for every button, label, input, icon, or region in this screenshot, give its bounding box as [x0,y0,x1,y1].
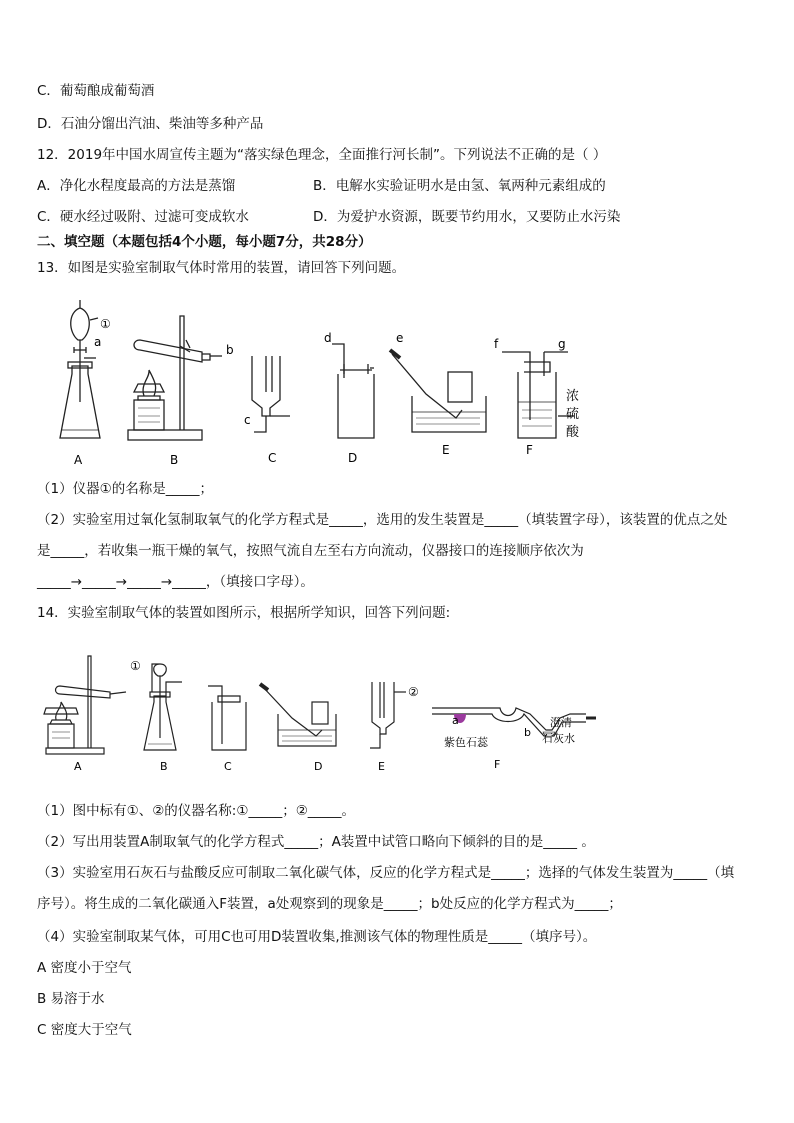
q13-label-f: f [494,337,499,351]
q14-label-circle2: ② [408,685,419,699]
q13-label-C: C [268,451,277,464]
q12-option-d: D．为爱护水资源，既要节约用水，又要防止水污染 [313,209,621,225]
q12-option-a: A．净化水程度最高的方法是蒸馏 [37,178,236,194]
q14-option-b: B 易溶于水 [37,991,105,1007]
q14-label-D: D [314,760,323,773]
q12-stem: 12．2019年中国水周宣传主题为“落实绿色理念，全面推行河长制”。下列说法不正确的是（ ） [37,147,607,163]
q14-label-lime1: 澄清 [550,716,572,729]
q13-part1: （1）仪器①的名称是_____； [37,481,213,497]
q14-stem: 14．实验室制取气体的装置如图所示，根据所学知识，回答下列问题: [37,605,451,621]
q14-label-lime2: 石灰水 [542,732,575,745]
section-heading: 二、填空题（本题包括4个小题，每小题7分，共28分） [37,234,372,250]
q13-label-c: c [244,413,251,427]
q13-acid-char2: 硫 [566,407,580,422]
q14-label-a: a [452,714,459,727]
q13-label-b: b [226,343,234,357]
q14-apparatus-figure [40,652,600,778]
q13-label-a: a [94,335,102,349]
q12-option-b: B．电解水实验证明水是由氢、氧两种元素组成的 [313,178,606,194]
q14-part3-line1: （3）实验室用石灰石与盐酸反应可制取二氧化碳气体，反应的化学方程式是_____；选择的气体发生装置为_____（填 [37,865,735,881]
q13-label-E: E [442,443,450,457]
q14-option-c: C 密度大于空气 [37,1022,132,1038]
q14-label-litmus: 紫色石蕊 [444,736,488,749]
q13-label-circle1: ① [100,317,111,331]
q13-part2-line3: _____→_____→_____→_____，（填接口字母）。 [37,574,314,590]
q14-part4: （4）实验室制取某气体，可用C也可用D装置收集,推测该气体的物理性质是_____（填序号）。 [37,929,597,945]
q13-label-B: B [170,453,179,464]
q14-part1: （1）图中标有①、②的仪器名称:①_____；②_____。 [37,803,356,819]
q14-label-A: A [74,760,82,773]
q13-stem: 13．如图是实验室制取气体时常用的装置，请回答下列问题。 [37,260,406,276]
q14-part3-line2: 序号）。将生成的二氧化碳通入F装置，a处观察到的现象是_____；b处反应的化学方程式为_____； [37,896,622,912]
q13-apparatus-figure [40,292,600,464]
q13-acid-char3: 酸 [566,425,580,440]
q14-part2: （2）写出用装置A制取氧气的化学方程式_____；A装置中试管口略向下倾斜的目的是_____ 。 [37,834,595,850]
q13-label-e: e [396,331,404,345]
q13-part2-line1: （2）实验室用过氧化氢制取氧气的化学方程式是_____，选用的发生装置是_____（填装置字母），该装置的优点之处 [37,512,728,528]
q13-label-A: A [74,453,83,464]
q14-label-C: C [224,760,232,773]
q14-label-E: E [378,760,385,773]
q13-label-d: d [324,331,332,345]
q14-option-a: A 密度小于空气 [37,960,132,976]
q13-acid-char1: 浓 [566,389,580,404]
q11-option-c: C．葡萄酿成葡萄酒 [37,83,155,99]
q11-option-d: D．石油分馏出汽油、柴油等多种产品 [37,116,264,132]
q13-label-D: D [348,451,358,464]
q14-label-circle1: ① [130,659,141,673]
q13-label-g: g [558,337,566,351]
q13-part2-line2: 是_____，若收集一瓶干燥的氧气，按照气流自左至右方向流动，仪器接口的连接顺序依次为 [37,543,584,559]
q14-label-F: F [494,758,501,771]
q13-label-F: F [526,443,533,457]
q14-label-b: b [524,726,531,739]
q14-label-B: B [160,760,168,773]
q12-option-c: C．硬水经过吸附、过滤可变成软水 [37,209,249,225]
